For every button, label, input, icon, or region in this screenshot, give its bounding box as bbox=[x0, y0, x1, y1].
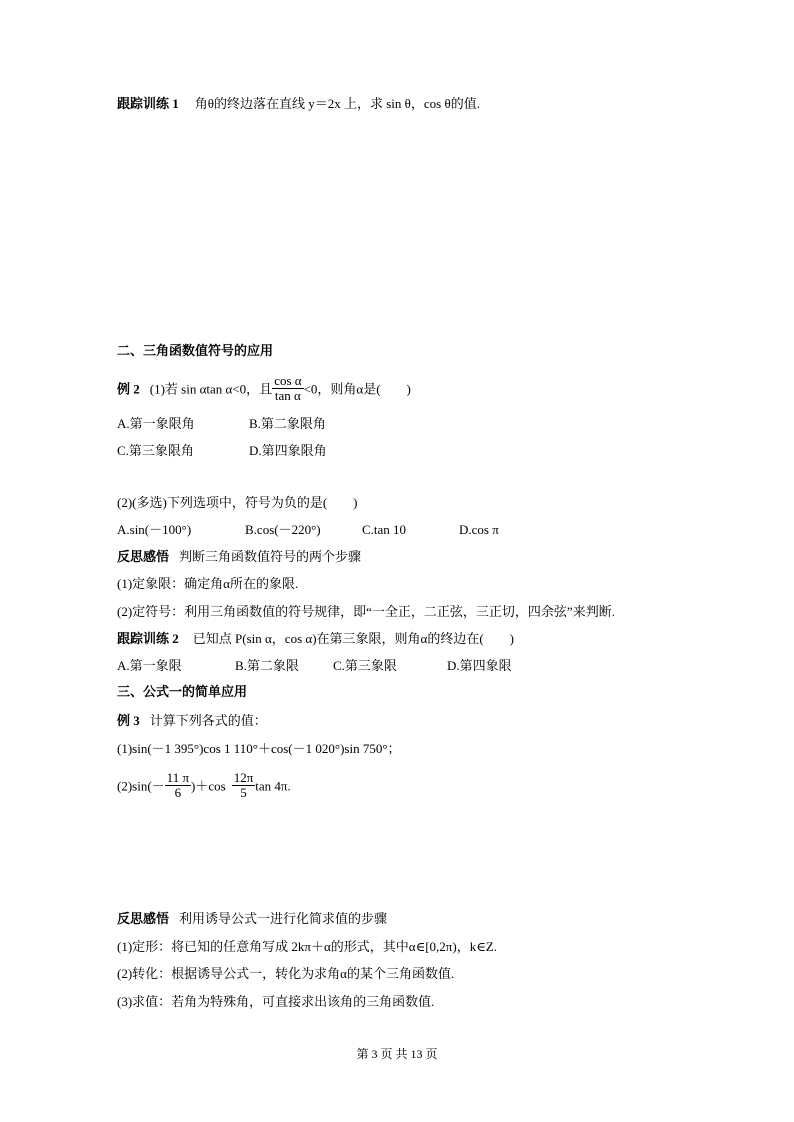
ex2-option-b: B.第二象限角 bbox=[249, 416, 326, 431]
practice-2-options bbox=[117, 657, 512, 675]
ex2-q2-option-b: B.cos(－220°) bbox=[245, 522, 321, 537]
ex2-option-d: D.第四象限角 bbox=[249, 443, 327, 458]
ex2-options-row-1 bbox=[117, 415, 326, 433]
ex3-fraction-1-denominator: 6 bbox=[174, 785, 182, 800]
practice-2-option-b: B.第二象限 bbox=[235, 658, 299, 673]
practice-2-text: 已知点 P(sin α，cos α)在第三象限，则角α的终边在( ) bbox=[192, 631, 514, 646]
reflection-1-step-2: (2)定符号：利用三角函数值的符号规律，即“一全正，二正弦，三正切，四余弦”来判断. bbox=[117, 604, 615, 619]
reflection-2-label: 反思感悟 bbox=[117, 911, 170, 926]
ex2-option-c: C.第三象限角 bbox=[117, 443, 194, 458]
example-3-question-1: (1)sin(－1 395°)cos 1 110°＋cos(－1 020°)sin 750°； bbox=[117, 741, 401, 756]
practice-2-label: 跟踪训练 2 bbox=[117, 631, 179, 646]
ex2-question-2: (2)(多选)下列选项中，符号为负的是( ) bbox=[117, 495, 358, 510]
example-3-text: 计算下列各式的值： bbox=[149, 713, 267, 728]
example-2-label: 例 2 bbox=[117, 381, 140, 397]
ex2-q2-option-c: C.tan 10 bbox=[362, 522, 407, 537]
example-3-question-2 bbox=[117, 770, 291, 802]
practice-2-option-c: C.第三象限 bbox=[333, 658, 397, 673]
ex3-fraction-1-numerator: 11 π bbox=[166, 770, 190, 785]
example-3 bbox=[117, 712, 267, 730]
ex3-fraction-2-denominator: 5 bbox=[240, 785, 247, 800]
practice-2 bbox=[117, 630, 514, 648]
ex2-q2-option-a: A.sin(－100°) bbox=[117, 522, 192, 537]
ex2-p1-pre: (1)若 sin αtan α<0，且 bbox=[149, 381, 273, 397]
ex2-option-a: A.第一象限角 bbox=[117, 416, 195, 431]
example-3-label: 例 3 bbox=[117, 713, 140, 728]
practice-2-option-d: D.第四象限 bbox=[447, 658, 512, 673]
section-2-heading: 二、三角函数值符号的应用 bbox=[117, 344, 274, 359]
reflection-2-heading bbox=[117, 910, 387, 928]
ex2-fraction-numerator: cos α bbox=[274, 373, 302, 388]
ex2-fraction-denominator: tan α bbox=[274, 388, 301, 403]
ex2-options-row-2 bbox=[117, 442, 327, 460]
reflection-2-step-2: (2)转化：根据诱导公式一，转化为求角α的某个三角函数值. bbox=[117, 966, 455, 981]
ex3-fraction-1 bbox=[165, 771, 191, 800]
practice-1-text: 角θ的终边落在直线 y＝2x 上，求 sin θ，cos θ的值. bbox=[194, 96, 480, 111]
reflection-2-title: 利用诱导公式一进行化简求值的步骤 bbox=[179, 911, 388, 926]
reflection-1-step-1: (1)定象限：确定角α所在的象限. bbox=[117, 576, 299, 591]
ex2-q2-options bbox=[117, 521, 499, 539]
reflection-2-step-1: (1)定形：将已知的任意角写成 2kπ＋α的形式，其中α∈[0,2π)，k∈Z. bbox=[117, 939, 498, 954]
ex2-q2-option-d: D.cos π bbox=[459, 522, 499, 537]
ex3-q2-part-b: )＋cos bbox=[191, 778, 226, 794]
ex3-q2-part-a: (2)sin(－ bbox=[117, 778, 165, 794]
example-2-question-1 bbox=[117, 373, 411, 405]
practice-1 bbox=[117, 95, 480, 113]
practice-2-option-a: A.第一象限 bbox=[117, 658, 182, 673]
reflection-2-step-3: (3)求值：若角为特殊角，可直接求出该角的三角函数值. bbox=[117, 994, 435, 1009]
ex3-fraction-2-numerator: 12π bbox=[233, 770, 254, 785]
section-3-heading: 三、公式一的简单应用 bbox=[117, 685, 248, 700]
reflection-1-label: 反思感悟 bbox=[117, 549, 170, 564]
reflection-1-title: 判断三角函数值符号的两个步骤 bbox=[179, 549, 362, 564]
ex2-fraction bbox=[272, 374, 303, 403]
ex3-fraction-2 bbox=[232, 771, 256, 800]
ex3-q2-part-c: tan 4π. bbox=[255, 778, 291, 794]
practice-1-label: 跟踪训练 1 bbox=[117, 96, 179, 111]
ex2-p1-post: <0，则角α是( ) bbox=[303, 381, 411, 397]
reflection-1-heading bbox=[117, 548, 361, 566]
page-footer: 第 3 页 共 13 页 bbox=[356, 1047, 438, 1061]
